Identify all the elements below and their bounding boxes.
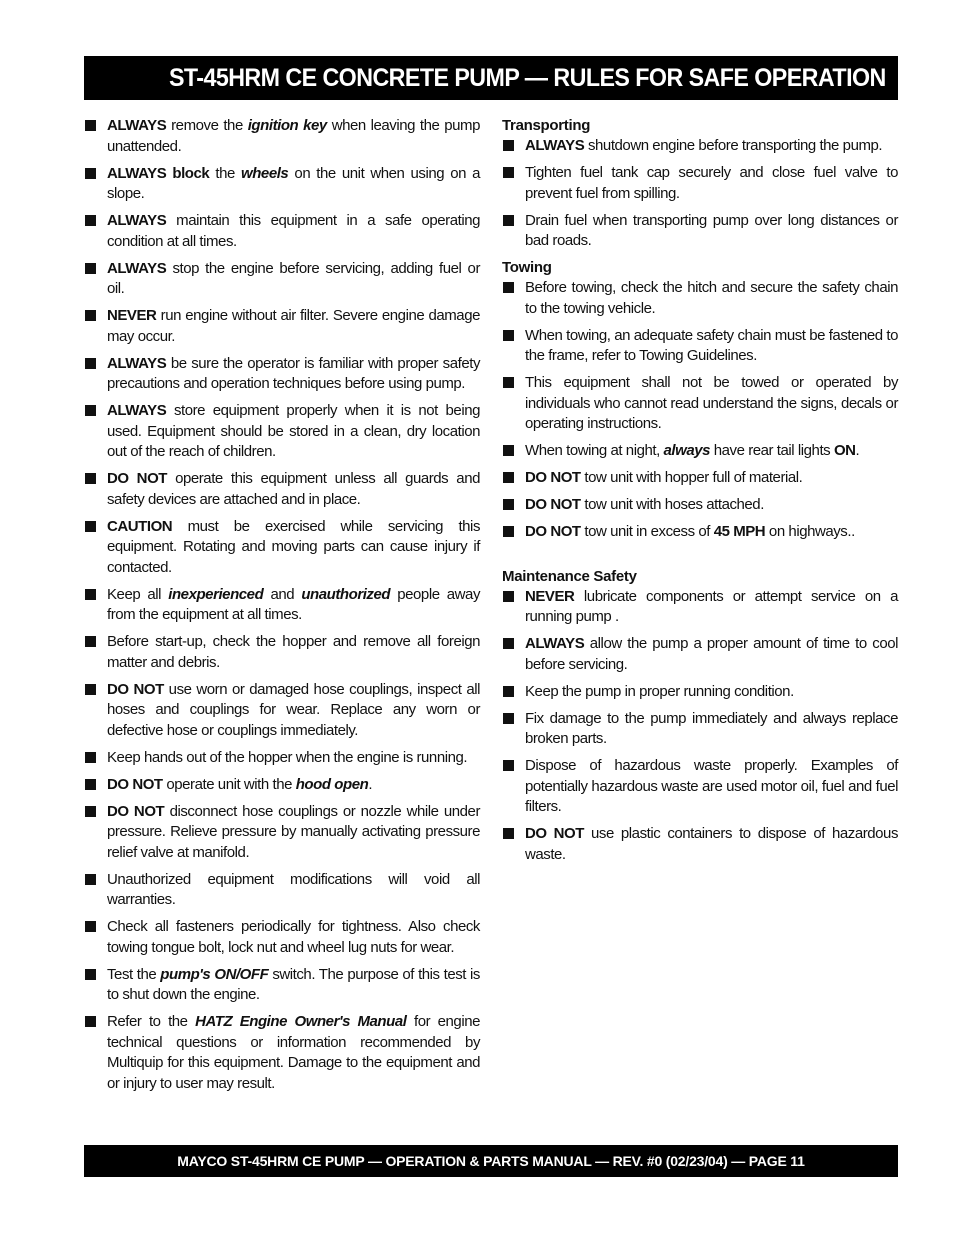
item-text: Refer to the [107,1013,196,1030]
list-item [84,802,480,864]
emphasis-text: NEVER [107,307,157,324]
item-text: allow the pump a proper amount of time to cool before servicing. [525,635,898,673]
item-text: switch. The purpose of this test is to shut down the engine. [107,965,480,1003]
square-bullet-icon [503,472,514,483]
list-item [84,870,480,911]
item-text: operate unit with the [162,775,296,793]
item-text: When towing, an adequate safety chain must be fastened to the frame, refer to Towing Guidelines. [525,326,898,364]
list-item [84,517,480,579]
list-item [502,326,898,367]
square-bullet-icon [85,969,96,980]
section-heading: Towing [502,259,552,276]
emphasis-text: DO NOT [525,469,581,486]
left-column [84,116,480,1101]
item-text: tow unit with hopper full of material. [580,469,803,486]
square-bullet-icon [503,828,514,839]
item-text: Before start-up, check the hopper and remove all foreign matter and debris. [107,633,480,671]
list-item [502,634,898,675]
item-text: lubricate components or attempt service on a running pump . [525,587,898,625]
list-item [502,163,898,204]
item-text: disconnect hose couplings or nozzle while under pressure. Relieve pressure by manually activating pressure relief valve at manifold. [107,802,480,861]
item-text: people away from the equipment at all times. [107,585,480,623]
item-text: . [855,442,860,459]
list-item [84,680,480,742]
item-text: Dispose of hazardous waste properly. Examples of potentially hazardous waste are used motor oil, fuel and fuel filters. [525,757,898,815]
list-item [502,373,898,435]
emphasis-text: unauthorized [301,585,391,603]
list-item [84,965,480,1006]
emphasis-text: ALWAYS [525,137,585,154]
list-item [84,775,480,796]
square-bullet-icon [503,526,514,537]
item-text: be sure the operator is familiar with proper safety precautions and operation techniques before using pump. [107,354,480,392]
emphasis-text: DO NOT [107,775,163,793]
item-text: maintain this equipment in a safe operating condition at all times. [107,212,480,250]
list-item [84,917,480,958]
list-item [84,354,480,395]
item-text: Check all fasteners periodically for tightness. Also check towing tongue bolt, lock nut and wheel lug nuts for wear. [107,918,480,956]
emphasis-text: DO NOT [525,825,584,842]
square-bullet-icon [85,358,96,369]
list-item [84,306,480,347]
emphasis-text: hood open [295,775,369,793]
emphasis-text: ALWAYS [107,354,167,372]
item-text: use plastic containers to dispose of hazardous waste. [525,825,898,863]
item-text: Unauthorized equipment modifications will void all warranties. [107,870,480,908]
page-footer: MAYCO ST-45HRM CE PUMP — OPERATION & PARTS MANUAL — REV. #0 (02/23/04) — PAGE 11 [177,1153,805,1169]
square-bullet-icon [503,330,514,341]
emphasis-text: DO NOT [107,802,165,820]
item-text: This equipment shall not be towed or operated by individuals who cannot read understand the signs, decals or operating instructions. [525,374,898,432]
page-title: ST-45HRM CE CONCRETE PUMP — RULES FOR SAFE OPERATION [169,63,886,92]
emphasis-text: pump's ON/OFF [160,965,269,983]
emphasis-text: DO NOT [107,470,167,487]
section-list [502,587,898,866]
list-item [502,824,898,865]
emphasis-text: CAUTION [107,517,173,535]
list-item [502,522,898,543]
square-bullet-icon [85,405,96,416]
section-heading: Transporting [502,117,591,134]
item-text: run engine without air filter. Severe engine damage may occur. [107,307,480,345]
list-item [84,401,480,463]
emphasis-text: DO NOT [525,523,581,540]
item-text: Before towing, check the hitch and secure the safety chain to the towing vehicle. [525,279,898,317]
list-item [502,136,898,157]
list-item [84,748,480,769]
list-item [502,468,898,489]
footer-banner [84,1145,898,1177]
emphasis-text: always [663,442,711,459]
item-text: Fix damage to the pump immediately and always replace broken parts. [525,709,898,747]
square-bullet-icon [503,215,514,226]
item-text: Keep hands out of the hopper when the engine is running. [107,748,468,766]
list-item [502,495,898,516]
emphasis-text: DO NOT [107,680,164,698]
square-bullet-icon [85,874,96,885]
emphasis-text: 45 MPH [713,523,766,540]
list-item [502,587,898,628]
square-bullet-icon [85,310,96,321]
square-bullet-icon [503,638,514,649]
emphasis-text: HATZ Engine Owner's Manual [195,1013,407,1030]
square-bullet-icon [85,215,96,226]
list-item [502,709,898,750]
square-bullet-icon [85,921,96,932]
list-item [502,756,898,818]
item-text: on the unit when using on a slope. [107,164,481,202]
item-text: for engine technical questions or information recommended by Multiquip for this equipment. Damage to the equipment and or injury to user may result. [107,1013,480,1092]
section-list [502,136,898,252]
square-bullet-icon [503,140,514,151]
square-bullet-icon [503,760,514,771]
square-bullet-icon [503,499,514,510]
item-text: tow unit with hoses attached. [580,496,764,513]
square-bullet-icon [503,591,514,602]
square-bullet-icon [85,521,96,532]
square-bullet-icon [85,589,96,600]
list-item [84,632,480,673]
title-banner [84,56,898,100]
square-bullet-icon [503,686,514,697]
list-item [84,116,480,157]
item-text: store equipment properly when it is not being used. Equipment should be stored in a clean, dry location out of the reach of children. [107,402,480,460]
emphasis-text: ALWAYS [525,635,585,652]
item-text: use worn or damaged hose couplings, inspect all hoses and couplings for wear. Replace any worn or defective hose or couplings immediately. [107,680,480,739]
item-text: stop the engine before servicing, adding fuel or oil. [107,259,480,297]
list-item [84,259,480,300]
emphasis-text: ALWAYS [107,402,167,419]
emphasis-text: wheels [241,164,289,182]
list-item [84,1012,480,1094]
item-text: on highways.. [765,523,855,540]
list-item [502,682,898,703]
square-bullet-icon [85,636,96,647]
item-text: must be exercised while servicing this equipment. Rotating and moving parts can cause injury if contacted. [107,517,480,576]
item-text: Keep all [107,585,169,603]
square-bullet-icon [85,779,96,790]
item-text: shutdown engine before transporting the pump. [584,137,883,154]
emphasis-text: ALWAYS block [107,164,210,182]
list-item [84,469,480,510]
item-text: have rear tail lights [710,442,834,459]
square-bullet-icon [85,1016,96,1027]
list-item [84,164,480,205]
emphasis-text: inexperienced [168,585,264,603]
section-list [502,278,898,543]
item-text: Test the [107,965,161,983]
list-item [502,278,898,319]
list-item [502,211,898,252]
square-bullet-icon [503,377,514,388]
section-heading: Maintenance Safety [502,567,637,585]
item-text: When towing at night, [525,442,664,459]
square-bullet-icon [503,713,514,724]
square-bullet-icon [85,473,96,484]
item-text: . [368,775,373,793]
emphasis-text: ALWAYS [107,259,167,277]
list-item [84,211,480,252]
square-bullet-icon [85,120,96,131]
item-text: the [209,164,241,182]
item-text: tow unit in excess of [580,523,714,540]
safety-rules-list [84,116,480,1094]
emphasis-text: ALWAYS [107,117,167,134]
square-bullet-icon [503,282,514,293]
emphasis-text: ALWAYS [107,212,167,229]
square-bullet-icon [85,263,96,274]
item-text: Drain fuel when transporting pump over long distances or bad roads. [525,211,898,249]
list-item [84,585,480,626]
item-text: Tighten fuel tank cap securely and close fuel valve to prevent fuel from spilling. [525,164,898,202]
item-text: and [263,585,302,603]
emphasis-text: ON [833,442,856,459]
item-text: when leaving the pump unattended. [107,117,480,155]
square-bullet-icon [85,752,96,763]
square-bullet-icon [85,806,96,817]
square-bullet-icon [85,684,96,695]
emphasis-text: ignition key [247,117,327,134]
square-bullet-icon [85,168,96,179]
emphasis-text: DO NOT [525,496,581,513]
emphasis-text: NEVER [525,587,575,605]
item-text: remove the [166,117,248,134]
item-text: operate this equipment unless all guards and safety devices are attached and in place. [107,470,480,508]
square-bullet-icon [503,167,514,178]
square-bullet-icon [503,445,514,456]
item-text: Keep the pump in proper running condition. [525,682,794,700]
right-column [502,116,898,872]
list-item [502,441,898,462]
